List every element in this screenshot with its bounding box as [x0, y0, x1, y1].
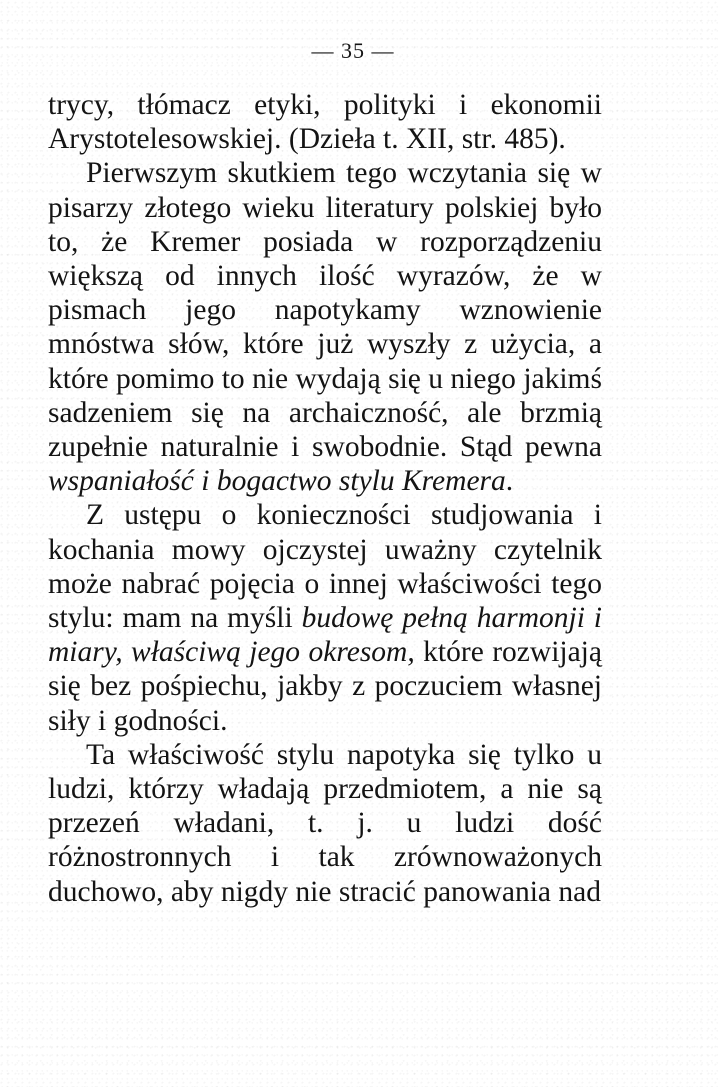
page-number: — 35 — — [311, 38, 395, 63]
paragraph-2-text-b: . — [505, 465, 514, 498]
paragraph-1-text: trycy, tłómacz etyki, polityki i ekonomii Arystotelesowskiej. (Dzieła t. XII, str. 485). — [48, 89, 602, 156]
paragraph-2 — [48, 156, 602, 498]
paragraph-1 — [48, 88, 602, 156]
paragraph-4 — [48, 738, 602, 909]
paragraph-2-emphasis: wspaniałość i bogactwo stylu Kremera — [48, 465, 506, 498]
body-text — [48, 88, 602, 909]
paragraph-2-text-a: Pierwszym skutkiem tego wczytania się w pisarzy złotego wieku literatury polskiej było to, że Kremer posiada w rozporządzeniu większą od innych ilość wyrazów, że w pismach jego napotykamy wznowienie mnóstwa słów, które już wyszły z użycia, a które pomimo to nie wydają się u niego jakimś sadzeniem się na archaiczność, ale brzmią zupełnie naturalnie i swobodnie. Stąd pewna — [48, 157, 602, 464]
paragraph-3-text-a: Z ustępu o konieczności studjowania i kochania mowy ojczystej uważny czytelnik może nabrać pojęcia o innej właściwości tego stylu: mam na myśli — [48, 499, 602, 635]
paragraph-3-text-b: które rozwijają się bez pośpiechu, jakby z poczuciem własnej siły i godności. — [48, 636, 602, 737]
paragraph-4-text: Ta właściwość stylu napotyka się tylko u ludzi, którzy władają przedmiotem, a nie są przezeń władani, t. j. u ludzi dość różnostronnych i tak zrównoważonych duchowo, aby nigdy nie stracić panowania nad — [48, 738, 602, 908]
paragraph-3-emphasis: budowę pełną harmonji i miary, właściwą jego okresom, — [48, 602, 602, 669]
paragraph-3 — [48, 498, 602, 737]
